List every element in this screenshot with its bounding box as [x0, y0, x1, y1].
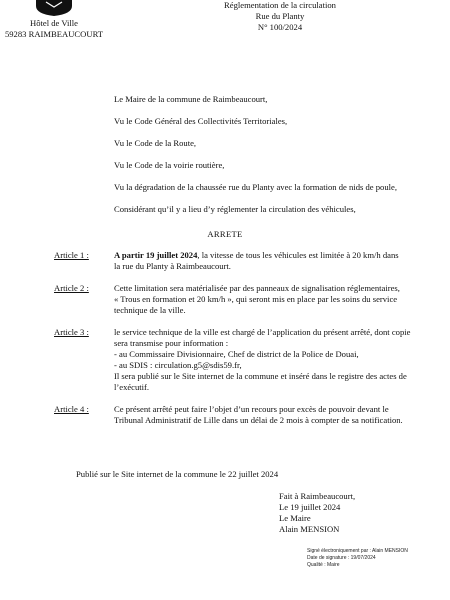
town-hall-block: [0, 18, 108, 40]
article-4-body: [114, 404, 436, 426]
article-3-line: - au SDIS : circulation.g5@sdis59.fr,: [114, 360, 242, 370]
preamble-cgct: Vu le Code Général des Collectivités Territoriales,: [114, 116, 288, 126]
article-4-line: Ce présent arrêté peut faire l’objet d’un recours pour excès de pouvoir devant le: [114, 404, 389, 414]
article-3-label: Article 3 :: [54, 327, 89, 337]
article-4-label: Article 4 :: [54, 404, 89, 414]
article-4-line: Tribunal Administratif de Lille dans un délai de 2 mois à compter de sa notification.: [114, 415, 403, 425]
esig-date: Date de signature : 19/07/2024: [307, 555, 376, 561]
signature-block: [279, 491, 355, 535]
town-address: 59283 RAIMBEAUCOURT: [4, 29, 104, 39]
article-3-line: - au Commissaire Divisionnaire, Chef de district de la Police de Douai,: [114, 349, 359, 359]
decree-title: ARRETE: [207, 229, 243, 239]
article-2-line: technique de la ville.: [114, 305, 186, 315]
publication-note: Publié sur le Site internet de la commune le 22 juillet 2024: [76, 469, 279, 479]
preamble-degradation: Vu la dégradation de la chaussée rue du Planty avec la formation de nids de poule,: [114, 182, 397, 192]
article-2-body: [114, 283, 436, 316]
article-3-line: l’exécutif.: [114, 382, 150, 392]
preamble-code-voirie: Vu le Code de la voirie routière,: [114, 160, 225, 170]
signature-date: Le 19 juillet 2024: [279, 502, 341, 512]
article-2-label: Article 2 :: [54, 283, 89, 293]
article-3-body: [114, 327, 436, 393]
electronic-signature-stamp: [307, 548, 408, 569]
town-crest-icon: [34, 0, 74, 16]
document-reference: [200, 0, 360, 33]
article-3-line: sera transmise pour information :: [114, 338, 229, 348]
article-1-line: la rue du Planty à Raimbeaucourt.: [114, 261, 231, 271]
article-1-lead: A partir 19 juillet 2024: [114, 250, 198, 260]
article-2-line: Cette limitation sera matérialisée par des panneaux de signalisation réglementaires,: [114, 283, 400, 293]
signature-role: Le Maire: [279, 513, 311, 523]
town-hall-label: Hôtel de Ville: [29, 18, 78, 28]
article-1-label: Article 1 :: [54, 250, 89, 260]
preamble-considerant: Considérant qu’il y a lieu d’y réglementer la circulation des véhicules,: [114, 204, 356, 214]
article-3-line: le service technique de la ville est chargé de l’application du présent arrêté, dont copie: [114, 327, 411, 337]
article-1-body: [114, 250, 436, 272]
signature-place: Fait à Raimbeaucourt,: [279, 491, 356, 501]
document-subject: Réglementation de la circulation: [224, 0, 336, 10]
esig-quality: Qualité : Maire: [307, 562, 340, 568]
esig-signed-by: Signé électroniquement par : Alain MENSION: [307, 548, 408, 554]
article-3-line: Il sera publié sur le Site internet de la commune et inséré dans le registre des actes de: [114, 371, 407, 381]
article-2-line: « Trous en formation et 20 km/h », qui seront mis en place par les soins du service: [114, 294, 398, 304]
document-number: N° 100/2024: [257, 22, 303, 32]
document-street: Rue du Planty: [255, 11, 305, 21]
signature-name: Alain MENSION: [279, 524, 340, 534]
preamble-mayor: Le Maire de la commune de Raimbeaucourt,: [114, 94, 268, 104]
preamble-code-route: Vu le Code de la Route,: [114, 138, 197, 148]
article-1-line: , la vitesse de tous les véhicules est limitée à 20 km/h dans: [197, 250, 399, 260]
